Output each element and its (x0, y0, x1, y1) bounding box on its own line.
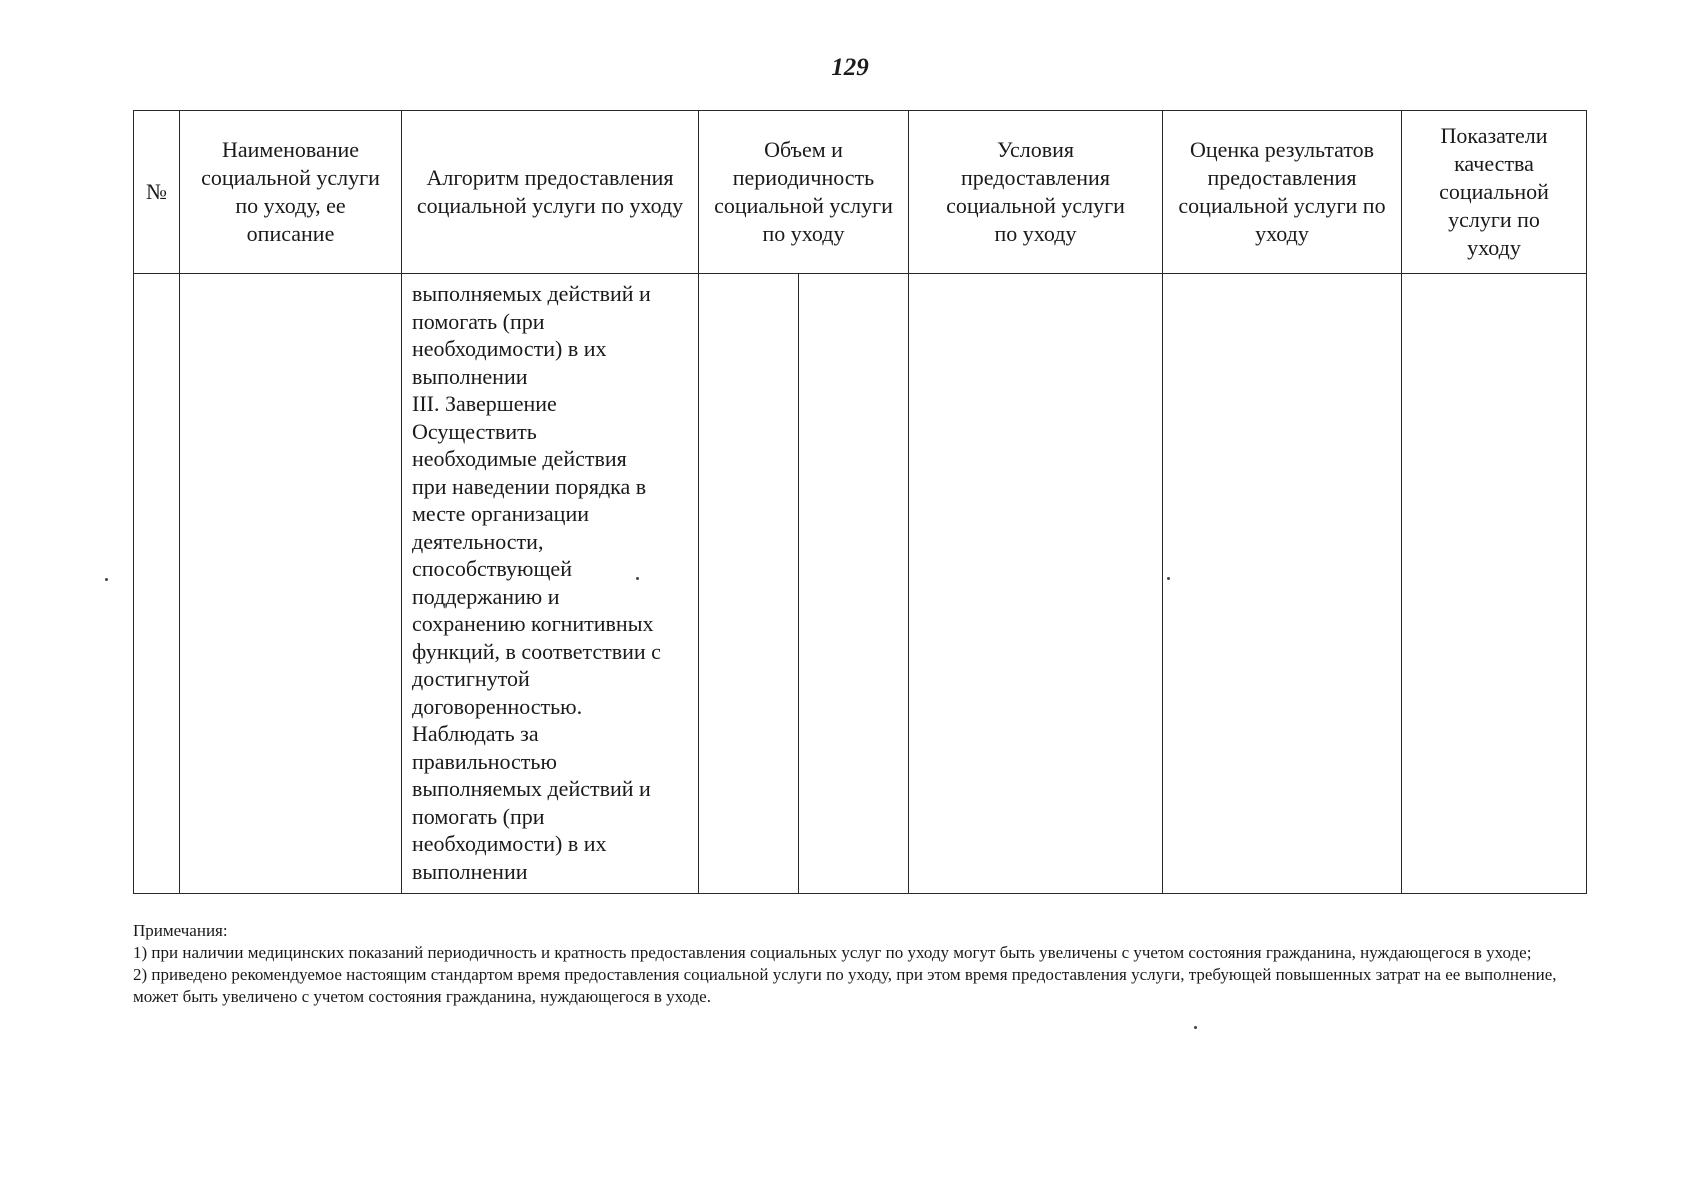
header-algorithm (402, 111, 699, 274)
header-quality-indicators-text: Показатели качества социальной услуги по уходу (1439, 123, 1549, 260)
algorithm-line: поддержанию и (412, 583, 560, 609)
cell-service-name (180, 274, 402, 894)
table-row (134, 274, 1587, 894)
table-header-row (134, 111, 1587, 274)
algorithm-line: помогать (при (412, 803, 545, 829)
services-table (133, 110, 1587, 894)
algorithm-line: месте организации (412, 501, 589, 526)
algorithm-line: правильностью (412, 748, 557, 774)
cell-number (134, 274, 180, 894)
cell-conditions (909, 274, 1163, 894)
algorithm-line: договоренностью. (412, 693, 583, 719)
cell-periodicity (799, 274, 909, 894)
algorithm-line: III. Завершение (412, 391, 557, 416)
header-volume-periodicity-text: Объем и периодичность социальной услуги по уходу (714, 137, 893, 246)
cell-algorithm (402, 274, 699, 894)
algorithm-line: достигнутой (412, 666, 530, 691)
header-conditions (909, 111, 1163, 274)
algorithm-line: выполняемых действий и (412, 281, 651, 306)
page-number: 129 (831, 54, 869, 81)
algorithm-line: необходимые действия (412, 446, 627, 471)
algorithm-line: сохранению когнитивных (412, 611, 654, 636)
algorithm-line: выполняемых действий и (412, 776, 651, 801)
algorithm-line: при наведении порядка в (412, 473, 647, 499)
algorithm-line: необходимости) в их (412, 336, 607, 361)
algorithm-line: Осуществить (412, 418, 537, 444)
header-service-name-text: Наименование социальной услуги по уходу, ее описание (201, 137, 380, 246)
cell-quality-indicators (1402, 274, 1587, 894)
note-item: 1) при наличии медицинских показаний периодичность и кратность предоставления социальных услуг по уходу могут быть увеличены с учетом состояния гражданина, нуждающегося в уходе; (133, 943, 1532, 962)
header-conditions-text: Условия предоставления социальной услуги по уходу (946, 137, 1125, 246)
algorithm-line: выполнении (412, 363, 528, 389)
header-volume-periodicity (699, 111, 909, 274)
algorithm-line: деятельности, (412, 528, 544, 554)
algorithm-line: необходимости) в их (412, 831, 607, 856)
header-algorithm-text: Алгоритм предоставления социальной услуги по уходу (416, 165, 684, 218)
algorithm-line: Наблюдать за (412, 721, 539, 746)
notes-title: Примечания: (133, 921, 228, 940)
scan-speck (636, 577, 639, 580)
notes-section (133, 920, 1588, 1008)
algorithm-line: функций, в соответствии с (412, 638, 661, 664)
header-results-assessment-text: Оценка результатов предоставления социальной услуги по уходу (1178, 137, 1386, 246)
scan-speck (1167, 577, 1170, 580)
header-service-name (180, 111, 402, 274)
scan-speck (1194, 1026, 1197, 1029)
scan-speck (105, 578, 108, 581)
algorithm-line: способствующей (412, 556, 572, 581)
header-number: № (134, 111, 180, 274)
cell-volume (699, 274, 799, 894)
cell-results-assessment (1163, 274, 1402, 894)
note-item: 2) приведено рекомендуемое настоящим стандартом время предоставления социальной услуги по уходу, при этом время предоставления услуги, требующей повышенных затрат на ее выполнение, может быть увеличено с учетом состояния гражданина, нуждающегося в уходе. (133, 965, 1557, 1006)
algorithm-line: помогать (при (412, 308, 545, 334)
header-results-assessment (1163, 111, 1402, 274)
algorithm-line: выполнении (412, 858, 528, 884)
header-quality-indicators (1402, 111, 1587, 274)
